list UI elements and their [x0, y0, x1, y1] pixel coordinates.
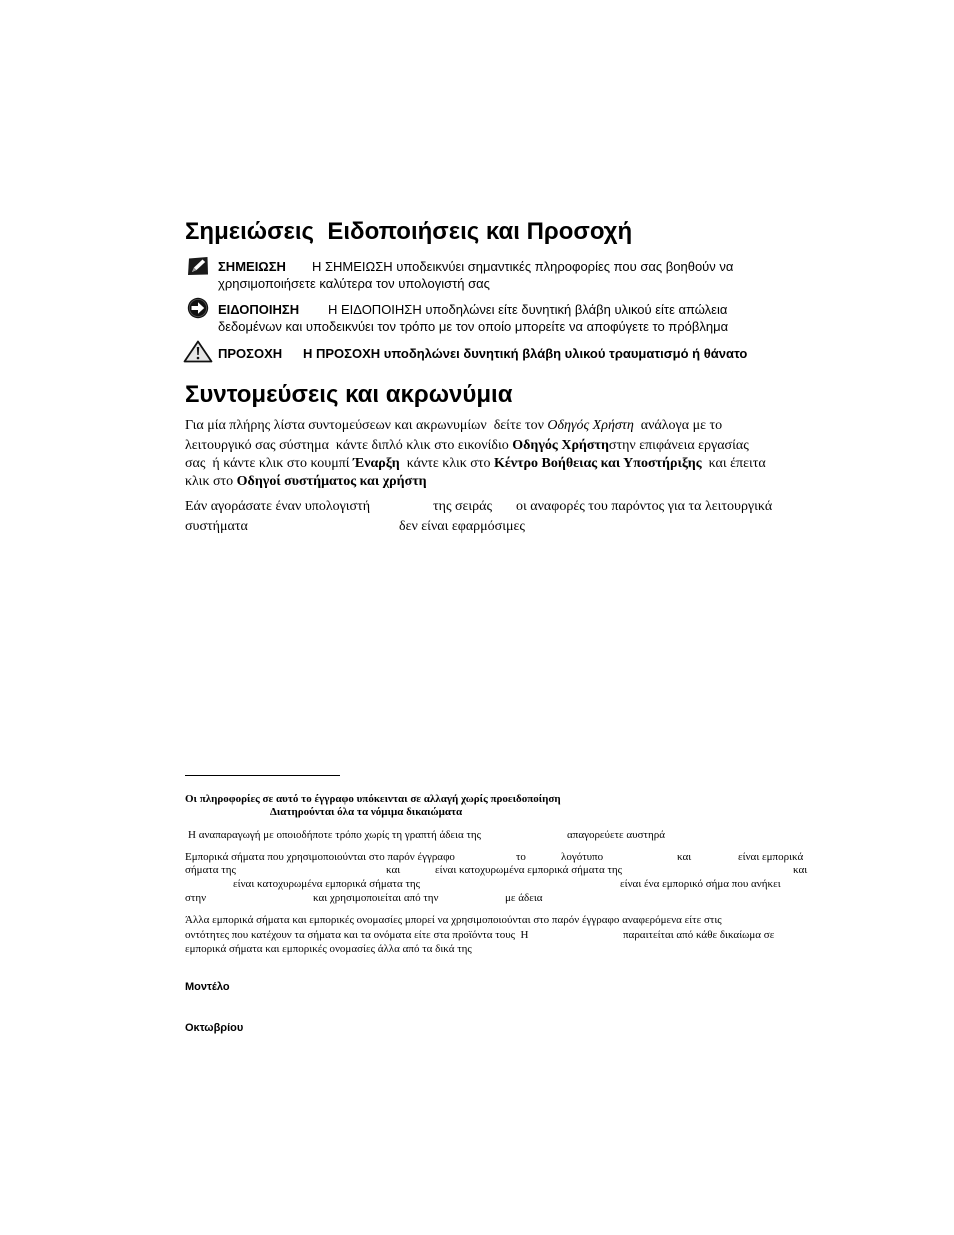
- pencil-icon: [187, 256, 209, 276]
- reproduction-text-segment: Η αναπαραγωγή με οποιοδήποτε τρόπο χωρίς τη γραπτή άδεια της: [188, 829, 482, 841]
- notice-label: ΕΙΔΟΠΟΙΗΣΗ: [218, 302, 300, 317]
- trademarks-text-segment: το: [516, 851, 526, 863]
- model-label: Μοντέλο: [185, 981, 230, 993]
- system-guides-name: Οδηγοί συστήματος και χρήστη: [236, 474, 427, 489]
- purchase-text-segment: της σειράς: [433, 499, 493, 514]
- abbreviations-paragraph-line-1: [185, 417, 722, 435]
- purchase-text-segment: δεν είναι εφαρμόσιμες: [399, 519, 525, 534]
- abbreviations-paragraph-line-3: [185, 455, 766, 473]
- text-run: ανάλογα με το: [633, 418, 723, 433]
- notice-text-line-1: Η ΕΙΔΟΠΟΙΗΣΗ υποδηλώνει είτε δυνητική βλάβη υλικού είτε απώλεια: [328, 302, 728, 317]
- notice-icon: [187, 297, 209, 319]
- purchase-text-segment: Εάν αγοράσατε έναν υπολογιστή: [185, 499, 371, 514]
- text-run: σας ή κάντε κλικ στο κουμπί: [185, 456, 354, 471]
- other-trademarks-text-segment: παραιτείται από κάθε δικαίωμα σε: [623, 929, 775, 941]
- warning-icon: [183, 340, 213, 363]
- help-center-name: Κέντρο Βοήθειας και Υποστήριξης: [493, 456, 702, 471]
- rights-reserved: Διατηρούνται όλα τα νόμιμα δικαιώματα: [270, 806, 463, 818]
- trademarks-text-segment: είναι ένα εμπορικό σήμα που ανήκει: [620, 878, 781, 890]
- trademarks-text-segment: είναι κατοχυρωμένα εμπορικά σήματα της: [435, 864, 622, 876]
- user-guide-icon-name: Οδηγός Χρήστη: [512, 438, 609, 453]
- note-text-line-2: χρησιμοποιήσετε καλύτερα τον υπολογιστή σας: [218, 276, 490, 291]
- note-text-line-1: Η ΣΗΜΕΙΩΣΗ υποδεικνύει σημαντικές πληροφορίες που σας βοηθούν να: [312, 259, 734, 274]
- notice-text-line-2: δεδομένων και υποδεικνύει τον τρόπο με τον οποίο μπορείτε να αποφύγετε το πρόβλημα: [218, 319, 729, 334]
- date-label: Οκτωβρίου: [185, 1022, 244, 1034]
- trademarks-text-segment: είναι κατοχυρωμένα εμπορικά σήματα της: [233, 878, 420, 890]
- change-notice: Οι πληροφορίες σε αυτό το έγγραφο υπόκεινται σε αλλαγή χωρίς προειδοποίηση: [185, 793, 561, 805]
- text-run: κάντε κλικ στο: [399, 456, 494, 471]
- reproduction-text-segment: απαγορεύετε αυστηρά: [567, 829, 665, 841]
- trademarks-text-segment: είναι εμπορικά: [738, 851, 804, 863]
- trademarks-text-segment: Εμπορικά σήματα που χρησιμοποιούνται στο παρόν έγγραφο: [185, 851, 455, 863]
- trademarks-text-segment: με άδεια: [505, 892, 543, 904]
- footnote-divider: [185, 775, 340, 776]
- trademarks-text-segment: και χρησιμοποιείται από την: [313, 892, 439, 904]
- abbreviations-paragraph-line-4: [185, 473, 427, 491]
- purchase-text-segment: οι αναφορές του παρόντος για τα λειτουργικά: [516, 499, 773, 514]
- text-run: κλικ στο: [185, 474, 237, 489]
- trademarks-text-segment: στην: [185, 892, 207, 904]
- text-run: λειτουργικό σας σύστημα κάντε διπλό κλικ στο εικονίδιο: [185, 438, 513, 453]
- text-run: στην επιφάνεια εργασίας: [608, 438, 749, 453]
- abbreviations-paragraph-line-2: [185, 437, 749, 455]
- purchase-text-segment: συστήματα: [185, 519, 248, 534]
- text-run: και έπειτα: [701, 456, 766, 471]
- user-guide-title: Οδηγός Χρήστη: [547, 418, 634, 433]
- trademarks-text-segment: και: [677, 851, 692, 863]
- trademarks-text-segment: σήματα της: [185, 864, 236, 876]
- trademarks-text-segment: λογότυπο: [561, 851, 604, 863]
- other-trademarks-text-segment: εμπορικά σήματα και εμπορικές ονομασίες άλλα από τα δικά της: [185, 943, 472, 955]
- start-button-name: Έναρξη: [353, 456, 400, 471]
- note-label: ΣΗΜΕΙΩΣΗ: [218, 259, 286, 274]
- trademarks-text-segment: και: [386, 864, 401, 876]
- other-trademarks-text-segment: Άλλα εμπορικά σήματα και εμπορικές ονομασίες μπορεί να χρησιμοποιούνται στο παρόν έγγραφο αναφερόμενα είτε στις: [185, 914, 722, 926]
- trademarks-text-segment: και: [793, 864, 808, 876]
- caution-label: ΠΡΟΣΟΧΗ: [218, 346, 283, 361]
- text-run: Για μία πλήρης λίστα συντομεύσεων και ακρωνυμίων δείτε τον: [185, 418, 548, 433]
- caution-text: Η ΠΡΟΣΟΧΗ υποδηλώνει δυνητική βλάβη υλικού τραυματισμό ή θάνατο: [303, 346, 748, 361]
- abbreviations-heading: Συντομεύσεις και ακρωνύμια: [185, 381, 513, 408]
- other-trademarks-text-segment: οντότητες που κατέχουν τα σήματα και τα ονόματα είτε στα προϊόντα τους Η: [185, 929, 529, 941]
- notes-heading: Σημειώσεις Ειδοποιήσεις και Προσοχή: [185, 218, 633, 245]
